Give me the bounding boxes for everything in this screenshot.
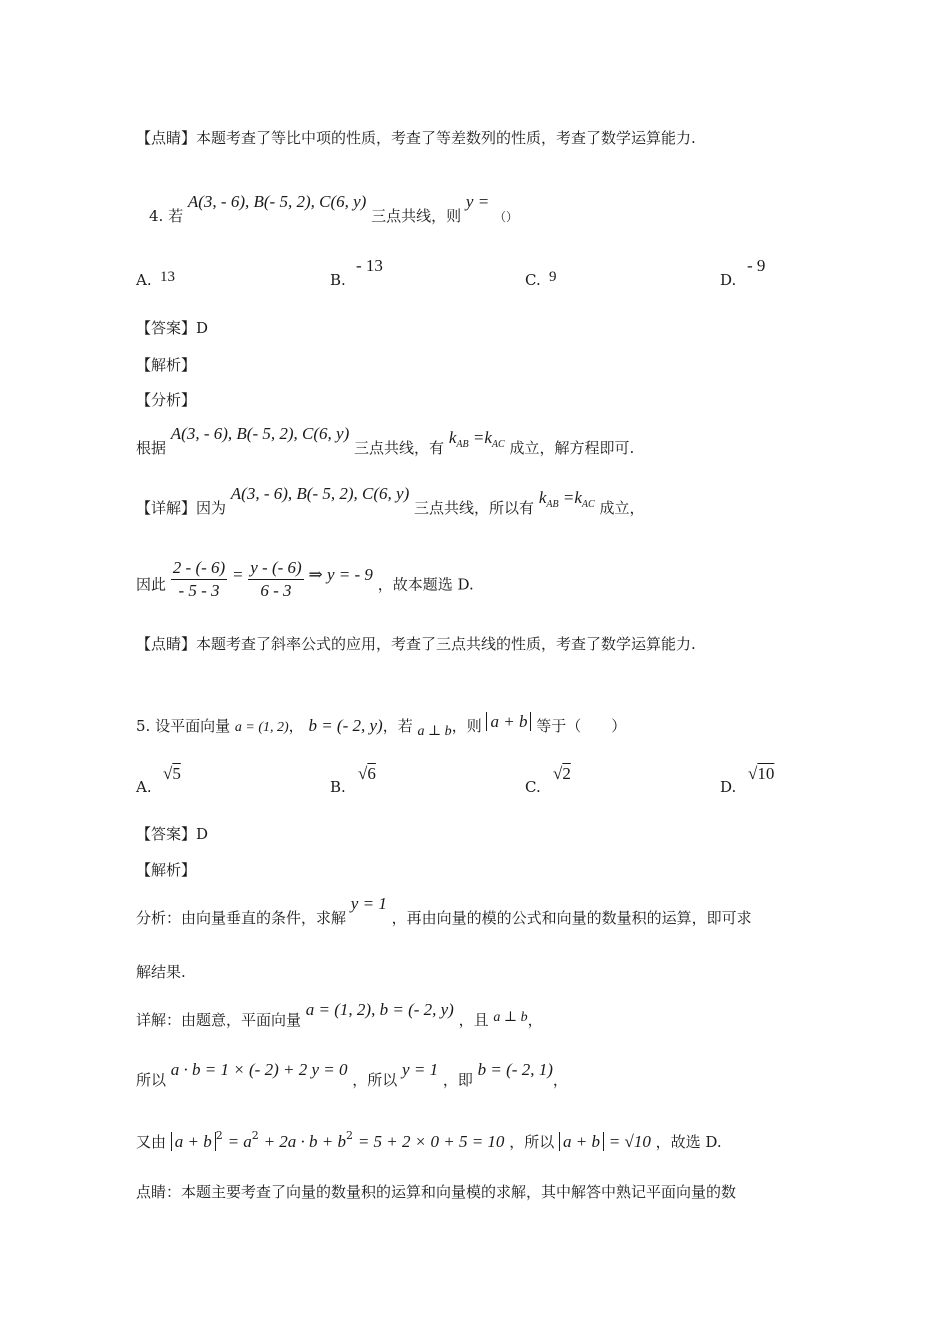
q4-fenxi-points: A(3, - 6), B(- 5, 2), C(6, y)	[170, 424, 350, 443]
q4-detail-k-ab: k	[538, 488, 547, 507]
q5-b-def: b = (- 2, y)	[308, 716, 383, 735]
q5-stem-prefix: 5. 设平面向量	[136, 717, 231, 735]
q4-fenxi-end: 成立，解方程即可.	[509, 439, 635, 457]
q4-stem-mid: 三点共线，则	[371, 207, 462, 225]
q4-analysis-head: 【解析】	[136, 356, 197, 374]
sqrt-icon: √	[163, 764, 173, 783]
q5-if: ，若	[382, 717, 413, 735]
q5-sq-a: 2	[251, 1129, 259, 1142]
q4-result: ⇒ y = - 9	[308, 564, 373, 584]
q4-option-a-label: A.	[136, 271, 152, 289]
q4-comment: 【点睛】本题考查了斜率公式的应用，考查了三点共线的性质，考查了数学运算能力.	[136, 635, 696, 653]
q5-option-d-radicand: 10	[757, 764, 775, 783]
q4-option-d-value: - 9	[747, 256, 766, 275]
q5-detail-and: ，且	[458, 1011, 489, 1029]
q4-detail-slope	[538, 488, 595, 510]
q5-sep: ，	[288, 717, 304, 735]
q5-perp: a ⊥ b	[417, 724, 452, 739]
q5-stem-end: 等于（ ）	[536, 717, 627, 735]
q5-sq-b: 2	[346, 1129, 354, 1142]
q4-stem-var: y =	[465, 192, 490, 211]
q5-then: ，则	[451, 717, 482, 735]
q5-a-def: a = (1, 2)	[234, 720, 289, 735]
q5-expand: = a	[227, 1132, 252, 1151]
q5-fenxi-prefix: 分析：由向量垂直的条件，求解	[136, 909, 347, 927]
sqrt-icon: √	[748, 764, 758, 783]
q4-fraction-left	[171, 558, 227, 601]
q4-k-ac-sub: AC	[491, 439, 505, 450]
q5-detail-perp: a ⊥ b	[493, 1010, 528, 1025]
q5-norm-expr: a + b	[171, 1132, 216, 1151]
q4-therefore: 因此	[136, 575, 167, 594]
q4-detail-prefix: 【详解】因为	[136, 499, 227, 517]
q4-select: ，故本题选 D.	[377, 575, 474, 594]
q5-eq-sqrt: = √10	[608, 1132, 651, 1151]
q4-stem	[149, 192, 518, 227]
q5-detail-vec: a = (1, 2), b = (- 2, y)	[305, 1000, 454, 1019]
q5-stem	[136, 712, 627, 739]
q4-points: A(3, - 6), B(- 5, 2), C(6, y)	[187, 192, 367, 211]
q4-detail-points: A(3, - 6), B(- 5, 2), C(6, y)	[230, 484, 410, 503]
q5-answer: 【答案】D	[136, 825, 209, 843]
q4-option-a-value: 13	[160, 269, 175, 285]
q4-detail-k-ac-sub: AC	[581, 499, 595, 510]
q5-option-b-radicand: 6	[367, 764, 376, 783]
q5-so2: ，所以	[352, 1071, 398, 1089]
q5-fenxi	[136, 894, 752, 928]
q4-k-eq: =k	[472, 428, 492, 447]
q4-frac1-den: - 5 - 3	[178, 581, 220, 600]
q5-detail	[136, 1000, 543, 1032]
q5-option-c-value	[553, 764, 571, 784]
sqrt-icon: √	[553, 764, 563, 783]
q5-so3: ，所以	[509, 1133, 555, 1151]
q5-y1: y = 1	[402, 1060, 439, 1079]
q4-fenxi-slope	[448, 428, 505, 450]
q5-option-a-value	[163, 764, 181, 784]
q5-end-comma: ，	[552, 1071, 568, 1089]
q5-option-a-radicand: 5	[172, 764, 181, 783]
q5-abs-ab: a + b	[486, 712, 531, 731]
q5-option-c-label: C.	[525, 778, 541, 796]
q4-answer: 【答案】D	[136, 319, 209, 337]
q4-equals: =	[231, 564, 244, 584]
q5-option-b-label: B.	[330, 778, 346, 796]
q5-detail-prefix: 详解：由题意，平面向量	[136, 1011, 302, 1029]
q4-fenxi-head: 【分析】	[136, 391, 197, 409]
q4-computation	[136, 558, 474, 607]
q4-option-c-value: 9	[549, 269, 557, 285]
q4-k-ab: k	[448, 428, 457, 447]
q4-fenxi-mid: 三点共线，有	[354, 439, 445, 457]
q4-option-b-label: B.	[330, 271, 346, 289]
q5-option-a-label: A.	[136, 778, 152, 796]
q4-fraction-right	[248, 558, 303, 601]
q4-detail-end: 成立，	[599, 499, 645, 517]
q5-detail-comma: ，	[527, 1011, 543, 1029]
q5-dot: a · b = 1 × (- 2) + 2 y = 0	[170, 1060, 348, 1079]
q4-option-c-label: C.	[525, 271, 541, 289]
sqrt-icon: √	[358, 764, 368, 783]
q4-fenxi-prefix: 根据	[136, 439, 167, 457]
q4-fenxi	[136, 424, 635, 461]
q4-stem-prefix: 4. 若	[149, 207, 184, 225]
q3-comment: 【点睛】本题考查了等比中项的性质，考查了等差数列的性质，考查了数学运算能力.	[136, 129, 696, 147]
q4-option-b-value: - 13	[356, 256, 383, 275]
q4-frac1-num: 2 - (- 6)	[171, 558, 227, 580]
q5-expand3: = 5 + 2 × 0 + 5 = 10	[357, 1132, 505, 1151]
q4-frac2-num: y - (- 6)	[248, 558, 303, 580]
q4-k-ab-sub: AB	[456, 439, 469, 450]
q5-comment: 点睛：本题主要考查了向量的数量积的运算和向量模的求解，其中解答中熟记平面向量的数	[136, 1183, 737, 1201]
q4-detail-k-ab-sub: AB	[546, 499, 559, 510]
q5-ji: ，即	[442, 1071, 473, 1089]
q5-option-c-radicand: 2	[562, 764, 571, 783]
q5-fenxi-end: ，再由向量的模的公式和向量的数量积的运算，即可求	[391, 909, 752, 927]
q4-frac2-den: 6 - 3	[260, 581, 292, 600]
q5-analysis-head: 【解析】	[136, 861, 197, 879]
q5-fenxi-y: y = 1	[350, 894, 387, 913]
q5-fenxi-cont: 解结果.	[136, 963, 186, 981]
q5-option-d-label: D.	[720, 778, 737, 796]
q5-expand2: + 2a · b + b	[263, 1132, 347, 1151]
q5-option-b-value	[358, 764, 376, 784]
q5-select: ，故选 D.	[655, 1133, 722, 1151]
q4-option-d-label: D.	[720, 271, 737, 289]
q5-norm-line	[136, 1129, 722, 1154]
q5-dot-line	[136, 1060, 568, 1090]
q5-youyou: 又由	[136, 1133, 167, 1151]
q5-so1: 所以	[136, 1071, 167, 1089]
q5-b-val: b = (- 2, 1)	[477, 1060, 553, 1079]
q4-detail-k-eq: =k	[562, 488, 582, 507]
q5-norm2: a + b	[559, 1132, 604, 1151]
q4-detail	[136, 484, 645, 521]
q4-detail-mid: 三点共线，所以有	[414, 499, 535, 517]
q5-sq: 2	[215, 1129, 223, 1142]
q5-option-d-value	[748, 764, 774, 784]
q4-stem-end: （）	[493, 210, 518, 224]
